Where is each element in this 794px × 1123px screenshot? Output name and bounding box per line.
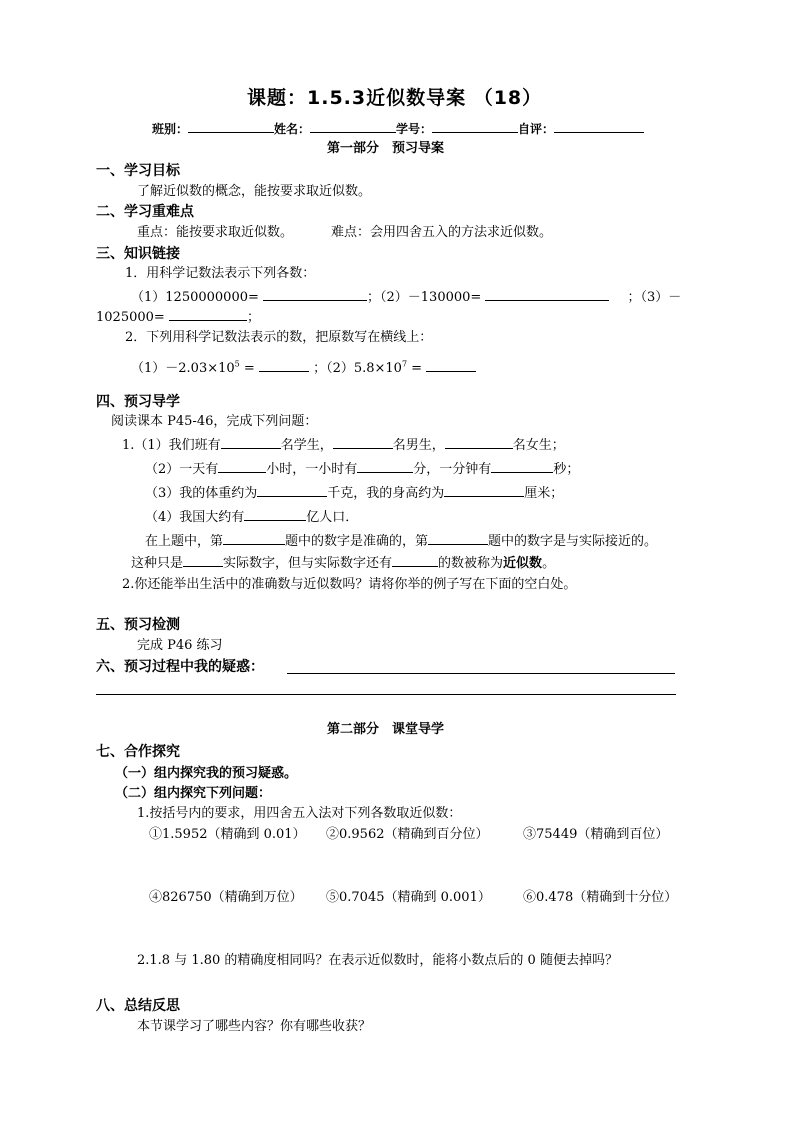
s4-l1d: 名女生； bbox=[512, 438, 565, 453]
s7-item: ⑥0.478（精确到十分位） bbox=[523, 890, 678, 905]
section5-heading: 五、预习检测 bbox=[96, 617, 180, 633]
section6-heading: 六、预习过程中我的疑惑： bbox=[96, 659, 264, 675]
s3-q2a: （1）－2.03×10 bbox=[131, 361, 235, 376]
s7-group2: （二）组内探究下列问题： bbox=[115, 786, 272, 801]
section1-text: 了解近似数的概念，能按要求取近似数。 bbox=[137, 184, 372, 199]
s4-l1b: 名学生， bbox=[280, 438, 333, 453]
answer-blank[interactable] bbox=[183, 553, 223, 567]
class-label: 班别： bbox=[152, 122, 189, 136]
s4-l1c: 名男生， bbox=[392, 438, 445, 453]
s4-l4a: （4）我国大约有 bbox=[145, 510, 245, 525]
s4-l2d: 秒； bbox=[553, 462, 580, 477]
s7-q2: 2.1.8 与 1.80 的精确度相同吗？在表示近似数时，能将小数点后的 0 随便去掉吗？ bbox=[137, 953, 618, 968]
number-label: 学号： bbox=[396, 122, 433, 136]
s4-line2 bbox=[145, 459, 579, 479]
answer-blank[interactable] bbox=[218, 459, 266, 473]
s4-l2c: 分，一分钟有 bbox=[413, 462, 492, 477]
part2-heading: 第二部分 课堂导学 bbox=[327, 722, 445, 737]
s4-l5c: 题中的数字是与实际接近的。 bbox=[488, 534, 658, 549]
approx-number-term: 近似数 bbox=[503, 556, 543, 571]
equals-sign: = bbox=[239, 361, 259, 376]
answer-blank[interactable] bbox=[392, 553, 438, 567]
s4-l1a: 1.（1）我们班有 bbox=[122, 438, 221, 453]
key-point: 重点：能按要求取近似数。 bbox=[137, 225, 294, 240]
s3-q1b: ；（2）－130000= bbox=[367, 290, 482, 305]
section8-heading: 八、总结反思 bbox=[96, 998, 180, 1014]
s7-q1: 1.按括号内的要求，用四舍五入法对下列各数取近似数： bbox=[137, 806, 462, 821]
doubt-answer-line[interactable] bbox=[287, 673, 675, 674]
answer-blank[interactable] bbox=[485, 287, 609, 301]
section7-heading: 七、合作探究 bbox=[96, 744, 180, 760]
s7-item: ②0.9562（精确到百分位） bbox=[326, 827, 489, 842]
answer-blank[interactable] bbox=[263, 287, 367, 301]
answer-blank[interactable] bbox=[257, 483, 327, 497]
exp-7: 7 bbox=[401, 359, 408, 369]
s4-line5 bbox=[145, 531, 657, 551]
s3-q1d: 1025000= bbox=[96, 310, 165, 325]
s3-q1-line bbox=[131, 287, 681, 307]
answer-blank[interactable] bbox=[444, 483, 524, 497]
s4-line6 bbox=[131, 553, 555, 573]
answer-blank[interactable] bbox=[259, 358, 309, 372]
s4-l5b: 题中的数字是准确的，第 bbox=[285, 534, 429, 549]
equals-sign: = bbox=[407, 361, 427, 376]
s4-l6a: 这种只是 bbox=[131, 556, 184, 571]
s4-l6b: 实际数字，但与实际数字还有 bbox=[223, 556, 393, 571]
s4-line7: 2.你还能举出生活中的准确数与近似数吗？请将你举的例子写在下面的空白处。 bbox=[122, 577, 577, 592]
s4-intro: 阅读课本 P45-46，完成下列问题： bbox=[111, 414, 318, 429]
s7-item: ⑤0.7045（精确到 0.001） bbox=[326, 890, 491, 905]
student-info-line bbox=[152, 119, 644, 138]
section1-heading: 一、学习目标 bbox=[96, 163, 180, 179]
s4-l6e: 。 bbox=[542, 556, 556, 571]
s4-l4b: 亿人口． bbox=[306, 510, 359, 525]
answer-blank[interactable] bbox=[223, 531, 285, 545]
s3-q2b: ；（2）5.8×10 bbox=[313, 361, 402, 376]
s7-item: ④826750（精确到万位） bbox=[149, 890, 303, 905]
answer-blank[interactable] bbox=[221, 435, 281, 449]
s8-text: 本节课学习了哪些内容？你有哪些收获？ bbox=[137, 1019, 372, 1034]
s3-q2-line bbox=[131, 358, 476, 378]
s4-l2a: （2）一天有 bbox=[145, 462, 219, 477]
s4-l5a: 在上题中，第 bbox=[145, 534, 224, 549]
s4-l3c: 厘米； bbox=[524, 486, 564, 501]
answer-blank[interactable] bbox=[491, 459, 553, 473]
s3-q1a: （1）1250000000= bbox=[131, 290, 259, 305]
s4-line1 bbox=[122, 435, 565, 455]
s4-l3b: 千克，我的身高约为 bbox=[327, 486, 445, 501]
page-title: 课题：1.5.3近似数导案 （18） bbox=[247, 87, 543, 109]
answer-blank[interactable] bbox=[333, 435, 393, 449]
s3-q1-line2 bbox=[96, 307, 260, 327]
s7-group1: （一）组内探究我的预习疑惑。 bbox=[115, 766, 298, 781]
s4-l3a: （3）我的体重约为 bbox=[145, 486, 258, 501]
part1-heading: 第一部分 预习导案 bbox=[327, 141, 445, 156]
s7-item: ①1.5952（精确到 0.01） bbox=[149, 827, 306, 842]
s7-item: ③75449（精确到百位） bbox=[523, 827, 669, 842]
name-blank[interactable] bbox=[310, 119, 396, 133]
answer-blank[interactable] bbox=[169, 307, 247, 321]
s4-line4 bbox=[145, 507, 358, 527]
doubt-answer-line[interactable] bbox=[96, 694, 676, 695]
name-label: 姓名： bbox=[274, 122, 311, 136]
section2-heading: 二、学习重难点 bbox=[96, 204, 194, 220]
number-blank[interactable] bbox=[432, 119, 518, 133]
s4-line3 bbox=[145, 483, 563, 503]
answer-blank[interactable] bbox=[357, 459, 413, 473]
s5-text: 完成 P46 练习 bbox=[137, 638, 223, 653]
section4-heading: 四、预习导学 bbox=[96, 394, 180, 410]
class-blank[interactable] bbox=[188, 119, 274, 133]
exp-5: 5 bbox=[234, 359, 240, 369]
answer-blank[interactable] bbox=[426, 358, 476, 372]
difficult-point: 难点：会用四舍五入的方法求近似数。 bbox=[331, 225, 553, 240]
s4-l2b: 小时，一小时有 bbox=[266, 462, 358, 477]
answer-blank[interactable] bbox=[244, 507, 306, 521]
s4-l6c: 的数被称为 bbox=[438, 556, 504, 571]
self-eval-label: 自评： bbox=[518, 122, 555, 136]
s3-q1e: ； bbox=[246, 310, 260, 325]
answer-blank[interactable] bbox=[445, 435, 513, 449]
answer-blank[interactable] bbox=[428, 531, 488, 545]
self-eval-blank[interactable] bbox=[554, 119, 644, 133]
section3-heading: 三、知识链接 bbox=[96, 246, 180, 262]
s3-q1c: ；（3）－ bbox=[627, 290, 682, 305]
s3-q2: 2．下列用科学记数法表示的数，把原数写在横线上： bbox=[125, 330, 433, 345]
s3-q1: 1．用科学记数法表示下列各数： bbox=[125, 266, 316, 281]
